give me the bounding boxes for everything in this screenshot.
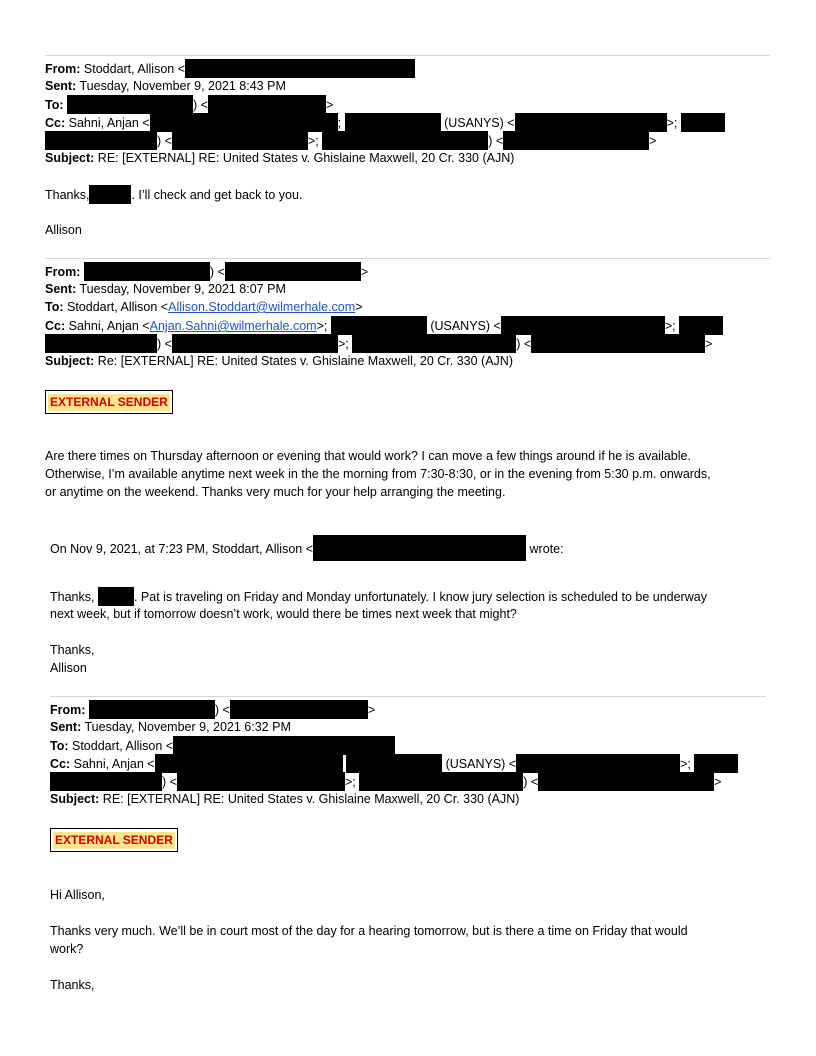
- email2-cc-line2: [45, 334, 712, 353]
- separator-1: [45, 55, 770, 56]
- email3-body-line2: work?: [50, 942, 84, 956]
- cc-org: (USANYS) <: [445, 757, 517, 771]
- email3-from-line: [50, 700, 375, 719]
- email2-body-line2: Otherwise, I’m available anytime next week in the the morning from 7:30-8:30, or in the evening from 5:30 p.m. onwards,: [45, 467, 711, 481]
- redaction: [177, 772, 345, 791]
- email1-sent-line: [45, 77, 286, 95]
- punct: >: [714, 775, 722, 789]
- to-label: To:: [50, 739, 69, 753]
- quoted-body-line2: next week, but if tomorrow doesn’t work, would there be times next week that might?: [50, 607, 517, 621]
- redaction: [515, 113, 667, 132]
- redaction: [45, 334, 157, 353]
- cc-label: Cc:: [45, 116, 66, 130]
- redaction: [208, 95, 326, 114]
- redaction: [89, 185, 131, 204]
- from-name: Stoddart, Allison <: [83, 62, 186, 76]
- email3-closing: Thanks,: [50, 978, 95, 992]
- redaction: [155, 754, 343, 773]
- body-text: . Pat is traveling on Friday and Monday unfortunately. I know jury selection is scheduled to be underway: [133, 590, 707, 604]
- email2-sent-line: [45, 280, 286, 298]
- redaction: [679, 316, 723, 335]
- sent-label: Sent:: [50, 720, 82, 734]
- subject-text: RE: [EXTERNAL] RE: United States v. Ghislaine Maxwell, 20 Cr. 330 (AJN): [97, 151, 515, 165]
- redaction: [694, 754, 738, 773]
- cc-label: Cc:: [45, 319, 66, 333]
- redaction: [150, 113, 338, 132]
- from-label: From:: [50, 703, 86, 717]
- subject-label: Subject:: [45, 354, 95, 368]
- email2-body-line3: or anytime on the weekend. Thanks very much for your help arranging the meeting.: [45, 485, 506, 499]
- punct: >;: [344, 775, 356, 789]
- to-email-link[interactable]: Allison.Stoddart@wilmerhale.com: [168, 300, 356, 314]
- subject-label: Subject:: [50, 792, 100, 806]
- email3-sent-line: [50, 718, 291, 736]
- punct: >: [355, 300, 363, 314]
- redaction: [84, 262, 210, 281]
- cc-label: Cc:: [50, 757, 71, 771]
- separator-2: [45, 258, 770, 259]
- email1-subject-line: [45, 149, 514, 167]
- cc-org: (USANYS) <: [444, 116, 515, 130]
- email3-cc-line2: [50, 772, 721, 791]
- redaction: [501, 316, 665, 335]
- punct: ) <: [488, 134, 504, 148]
- external-sender-badge: [50, 828, 178, 852]
- separator-3: [50, 696, 766, 697]
- email1-signature: Allison: [45, 223, 82, 237]
- email2-to-line: [45, 298, 363, 316]
- redaction: [346, 754, 442, 773]
- email1-from-line: [45, 59, 415, 78]
- intro-text: On Nov 9, 2021, at 7:23 PM, Stoddart, Allison <: [50, 542, 314, 556]
- sent-label: Sent:: [45, 79, 77, 93]
- redaction: [98, 587, 134, 606]
- intro-text: wrote:: [529, 542, 564, 556]
- punct: ) <: [516, 337, 532, 351]
- from-label: From:: [45, 62, 81, 76]
- email2-subject-line: [45, 352, 513, 370]
- body-text: Thanks,: [50, 590, 95, 604]
- subject-text: RE: [EXTERNAL] RE: United States v. Ghislaine Maxwell, 20 Cr. 330 (AJN): [102, 792, 520, 806]
- redaction: [538, 772, 714, 791]
- redaction: [230, 700, 368, 719]
- cc-name: Sahni, Anjan <: [68, 116, 150, 130]
- email1-body: [45, 185, 302, 204]
- punct: ) <: [157, 134, 172, 148]
- email2-cc-line: [45, 316, 723, 335]
- redaction: [89, 700, 215, 719]
- email3-to-line: [50, 736, 395, 755]
- external-sender-badge: [45, 390, 173, 414]
- redaction: [67, 95, 193, 114]
- quoted-intro: [50, 535, 564, 561]
- cc-org: (USANYS) <: [430, 319, 501, 333]
- email2-from-line: [45, 262, 368, 281]
- redaction: [172, 334, 338, 353]
- punct: >: [705, 337, 713, 351]
- punct: ) <: [157, 337, 172, 351]
- redaction: [45, 131, 157, 150]
- redaction: [172, 131, 308, 150]
- redaction: [322, 131, 488, 150]
- redaction: [331, 316, 427, 335]
- cc-name: Sahni, Anjan <: [68, 319, 150, 333]
- body-text: Thanks,: [45, 188, 90, 202]
- redaction: [503, 131, 649, 150]
- punct: >;: [307, 134, 319, 148]
- punct: ;: [337, 116, 342, 130]
- punct: >: [360, 265, 369, 279]
- quoted-body-line1: [50, 587, 707, 606]
- cc-name: Sahni, Anjan <: [73, 757, 155, 771]
- sent-date: Tuesday, November 9, 2021 6:32 PM: [84, 720, 291, 734]
- to-name: Stoddart, Allison <: [72, 739, 174, 753]
- to-label: To:: [45, 98, 64, 112]
- punct: ) <: [214, 703, 230, 717]
- punct: ) <: [162, 775, 177, 789]
- redaction: [352, 334, 516, 353]
- body-text: . I’ll check and get back to you.: [131, 188, 303, 202]
- punct: ) <: [193, 98, 208, 112]
- from-label: From:: [45, 265, 81, 279]
- quoted-signature: Allison: [50, 661, 87, 675]
- punct: >;: [337, 337, 349, 351]
- subject-text: Re: [EXTERNAL] RE: United States v. Ghislaine Maxwell, 20 Cr. 330 (AJN): [97, 354, 513, 368]
- redaction: [681, 113, 725, 132]
- email3-cc-line: [50, 754, 738, 773]
- punct: >;: [680, 757, 691, 771]
- punct: >;: [666, 116, 678, 130]
- redaction: [50, 772, 162, 791]
- subject-label: Subject:: [45, 151, 95, 165]
- sent-label: Sent:: [45, 282, 77, 296]
- punct: >: [325, 98, 334, 112]
- email2-body-line1: Are there times on Thursday afternoon or evening that would work? I can move a few things around if he is available.: [45, 449, 691, 463]
- redaction: [359, 772, 523, 791]
- redaction: [345, 113, 441, 132]
- external-sender-label: EXTERNAL SENDER: [55, 833, 173, 847]
- cc-email-link[interactable]: Anjan.Sahni@wilmerhale.com: [149, 319, 317, 333]
- email1-cc-line: [45, 113, 725, 132]
- sent-date: Tuesday, November 9, 2021 8:43 PM: [79, 79, 286, 93]
- redaction: [531, 334, 705, 353]
- punct: >: [649, 134, 657, 148]
- punct: ) <: [523, 775, 539, 789]
- punct: >;: [664, 319, 676, 333]
- sent-date: Tuesday, November 9, 2021 8:07 PM: [79, 282, 286, 296]
- email1-cc-line2: [45, 131, 656, 150]
- redaction: [313, 535, 526, 561]
- punct: ) <: [209, 265, 225, 279]
- email3-body-line1: Thanks very much. We’ll be in court most of the day for a hearing tomorrow, but is there a time on Friday that would: [50, 924, 688, 938]
- punct: >;: [316, 319, 328, 333]
- quoted-closing: Thanks,: [50, 643, 95, 657]
- redaction: [516, 754, 680, 773]
- email3-subject-line: [50, 790, 519, 808]
- email1-to-line: [45, 95, 333, 114]
- redaction: [225, 262, 361, 281]
- punct: >: [367, 703, 376, 717]
- to-name: Stoddart, Allison <: [67, 300, 169, 314]
- redaction: [173, 736, 395, 755]
- external-sender-label: EXTERNAL SENDER: [50, 395, 168, 409]
- to-label: To:: [45, 300, 64, 314]
- redaction: [185, 59, 415, 78]
- email3-greeting: Hi Allison,: [50, 888, 105, 902]
